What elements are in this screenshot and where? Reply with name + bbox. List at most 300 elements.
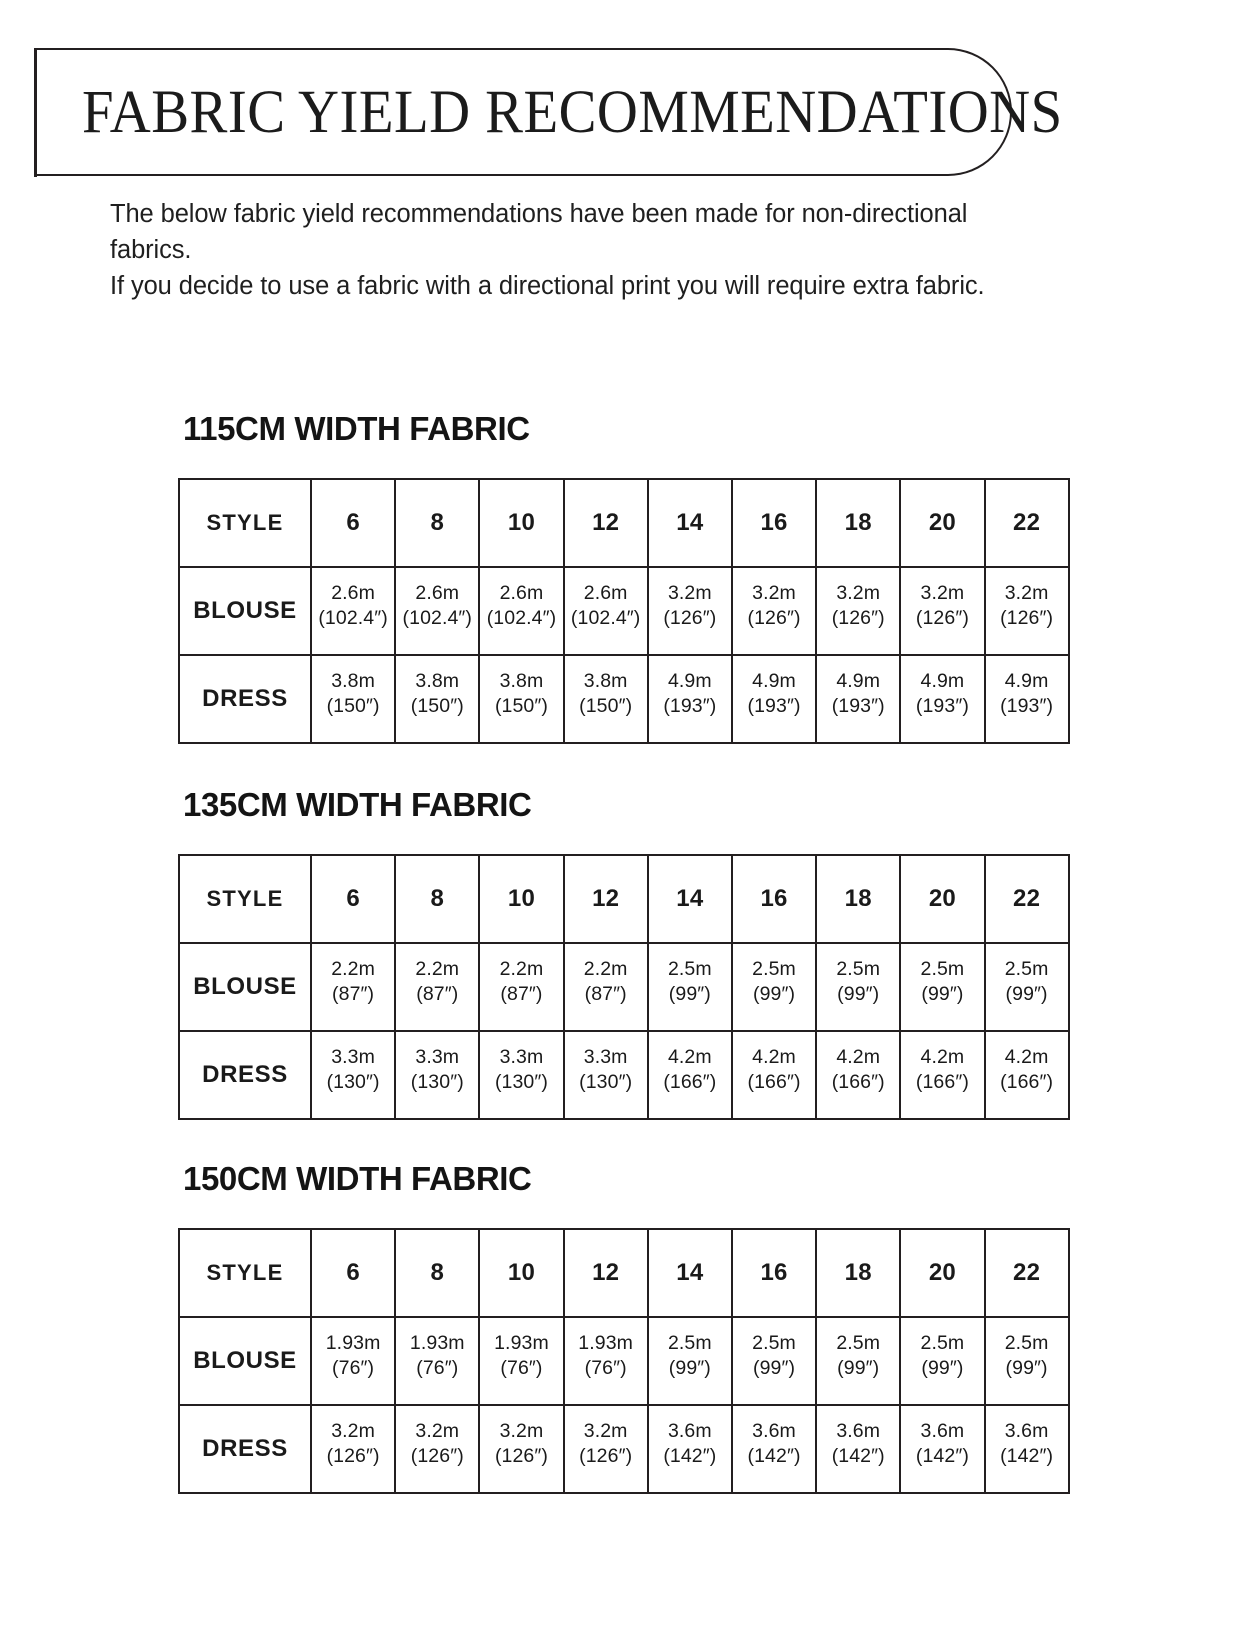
yield-value xyxy=(986,1045,1068,1095)
yield-cell xyxy=(648,1317,732,1405)
size-header-cell xyxy=(732,855,816,943)
yield-value xyxy=(649,581,731,631)
yield-cell xyxy=(479,567,563,655)
size-header-label: 14 xyxy=(676,885,704,912)
yield-cell xyxy=(816,943,900,1031)
yield-metric: 2.5m xyxy=(836,958,881,981)
section-heading: 150CM WIDTH FABRIC xyxy=(183,1160,532,1197)
yield-cell xyxy=(395,567,479,655)
size-header-cell xyxy=(311,855,395,943)
size-header-label: 8 xyxy=(430,1259,445,1286)
yield-imperial: (126″) xyxy=(831,607,885,629)
yield-metric: 2.2m xyxy=(499,958,544,981)
table-header-row xyxy=(179,479,1069,567)
style-header-cell xyxy=(179,479,311,567)
yield-cell xyxy=(564,567,648,655)
size-header-label: 12 xyxy=(592,509,620,536)
yield-imperial: (166″) xyxy=(1000,1071,1054,1093)
table-row xyxy=(179,567,1069,655)
yield-metric: 3.8m xyxy=(499,670,544,693)
intro-line-2: If you decide to use a fabric with a directional print you will require extra fabric. xyxy=(110,272,985,301)
yield-value xyxy=(649,1045,731,1095)
size-header-cell xyxy=(564,479,648,567)
size-header-cell xyxy=(479,479,563,567)
yield-value xyxy=(480,581,562,631)
yield-imperial: (99″) xyxy=(752,983,796,1005)
yield-value xyxy=(649,1331,731,1381)
row-label: BLOUSE xyxy=(193,597,297,624)
yield-value xyxy=(901,1331,983,1381)
yield-value xyxy=(817,669,899,719)
yield-imperial: (126″) xyxy=(663,607,717,629)
yield-metric: 2.2m xyxy=(331,958,375,981)
yield-value xyxy=(396,581,478,631)
yield-cell xyxy=(311,1317,395,1405)
intro-text xyxy=(110,196,1010,305)
size-header-label: 16 xyxy=(760,509,788,536)
yield-value xyxy=(733,1045,815,1095)
fabric-width-section xyxy=(178,1160,1074,1494)
yield-imperial: (193″) xyxy=(1000,695,1054,717)
yield-metric: 2.5m xyxy=(667,1332,712,1355)
yield-value xyxy=(565,1331,647,1381)
yield-metric: 2.6m xyxy=(331,582,375,605)
yield-metric: 3.3m xyxy=(331,1046,375,1069)
yield-cell xyxy=(900,567,984,655)
yield-imperial: (150″) xyxy=(494,695,548,717)
style-header-label: STYLE xyxy=(206,1260,284,1285)
yield-cell xyxy=(900,1031,984,1119)
yield-metric: 3.2m xyxy=(499,1420,544,1443)
style-header-cell xyxy=(179,855,311,943)
yield-imperial: (166″) xyxy=(831,1071,885,1093)
size-header-cell xyxy=(900,855,984,943)
row-label-cell xyxy=(179,1317,311,1405)
yield-metric: 3.2m xyxy=(415,1420,460,1443)
yield-metric: 4.2m xyxy=(1004,1046,1049,1069)
size-header-cell xyxy=(648,855,732,943)
yield-value xyxy=(312,1331,394,1381)
yield-cell xyxy=(648,943,732,1031)
yield-value xyxy=(986,1419,1068,1469)
size-header-cell xyxy=(985,479,1069,567)
row-label-cell xyxy=(179,567,311,655)
yield-imperial: (150″) xyxy=(326,695,380,717)
yield-value xyxy=(565,957,647,1007)
size-header-label: 14 xyxy=(676,1259,704,1286)
yield-value xyxy=(649,669,731,719)
yield-imperial: (87″) xyxy=(584,983,627,1005)
yield-value xyxy=(396,1419,478,1469)
table-header-row xyxy=(179,855,1069,943)
yield-cell xyxy=(816,1031,900,1119)
size-header-label: 6 xyxy=(346,1259,360,1286)
yield-metric: 4.2m xyxy=(667,1046,712,1069)
yield-cell xyxy=(479,655,563,743)
yield-metric: 2.5m xyxy=(920,1332,965,1355)
yield-metric: 1.93m xyxy=(494,1332,549,1355)
yield-value xyxy=(817,1419,899,1469)
yield-metric: 4.2m xyxy=(752,1046,796,1069)
yield-metric: 3.6m xyxy=(752,1420,796,1443)
yield-value xyxy=(396,1331,478,1381)
yield-cell xyxy=(900,1317,984,1405)
size-header-cell xyxy=(395,855,479,943)
yield-metric: 3.6m xyxy=(920,1420,965,1443)
yield-metric: 3.6m xyxy=(836,1420,881,1443)
yield-value xyxy=(565,581,647,631)
yield-cell xyxy=(479,1405,563,1493)
size-header-label: 20 xyxy=(928,509,956,536)
table-row xyxy=(179,1317,1069,1405)
yield-imperial: (130″) xyxy=(410,1071,464,1093)
yield-metric: 3.6m xyxy=(1004,1420,1049,1443)
yield-metric: 3.2m xyxy=(920,582,965,605)
yield-cell xyxy=(395,943,479,1031)
size-header-label: 22 xyxy=(1013,509,1041,536)
yield-value xyxy=(733,669,815,719)
yield-imperial: (99″) xyxy=(668,983,711,1005)
yield-imperial: (99″) xyxy=(1005,1357,1048,1379)
yield-metric: 4.9m xyxy=(752,670,796,693)
size-header-label: 14 xyxy=(676,509,704,536)
yield-cell xyxy=(985,1405,1069,1493)
yield-value xyxy=(480,1419,562,1469)
fabric-width-section xyxy=(178,410,1074,744)
yield-imperial: (166″) xyxy=(915,1071,969,1093)
size-header-cell xyxy=(395,479,479,567)
table-row xyxy=(179,1031,1069,1119)
yield-value xyxy=(480,1045,562,1095)
yield-metric: 2.5m xyxy=(752,1332,796,1355)
yield-imperial: (193″) xyxy=(747,695,801,717)
size-header-cell xyxy=(900,1229,984,1317)
yield-imperial: (87″) xyxy=(416,983,459,1005)
yield-cell xyxy=(816,655,900,743)
yield-cell xyxy=(732,1031,816,1119)
yield-cell xyxy=(816,1405,900,1493)
yield-cell xyxy=(311,567,395,655)
table-row xyxy=(179,943,1069,1031)
yield-metric: 3.8m xyxy=(415,670,460,693)
size-header-label: 8 xyxy=(430,885,445,912)
yield-value xyxy=(733,1419,815,1469)
yield-metric: 3.8m xyxy=(583,670,628,693)
yield-value xyxy=(312,957,394,1007)
yield-imperial: (87″) xyxy=(500,983,543,1005)
yield-metric: 2.5m xyxy=(1004,1332,1049,1355)
yield-value xyxy=(733,581,815,631)
yield-imperial: (126″) xyxy=(747,607,801,629)
yield-metric: 3.2m xyxy=(1004,582,1049,605)
yield-imperial: (142″) xyxy=(747,1445,801,1467)
table-row xyxy=(179,655,1069,743)
yield-cell xyxy=(311,1031,395,1119)
size-header-cell xyxy=(395,1229,479,1317)
style-header-cell xyxy=(179,1229,311,1317)
row-label: BLOUSE xyxy=(193,973,297,1000)
yield-metric: 3.2m xyxy=(331,1420,375,1443)
yield-cell xyxy=(564,1031,648,1119)
row-label: DRESS xyxy=(202,1061,288,1088)
yield-value xyxy=(565,1045,647,1095)
fabric-yield-table xyxy=(178,1228,1070,1494)
yield-imperial: (102.4″) xyxy=(486,607,557,629)
yield-imperial: (99″) xyxy=(837,1357,880,1379)
yield-metric: 2.6m xyxy=(583,582,628,605)
yield-metric: 3.6m xyxy=(667,1420,712,1443)
yield-imperial: (142″) xyxy=(831,1445,885,1467)
yield-cell xyxy=(816,567,900,655)
yield-metric: 2.5m xyxy=(752,958,796,981)
style-header-label: STYLE xyxy=(206,886,284,911)
yield-imperial: (99″) xyxy=(1005,983,1048,1005)
yield-imperial: (99″) xyxy=(921,983,964,1005)
row-label-cell xyxy=(179,943,311,1031)
yield-value xyxy=(312,1045,394,1095)
yield-metric: 2.5m xyxy=(1004,958,1049,981)
size-header-cell xyxy=(732,1229,816,1317)
size-header-label: 10 xyxy=(507,509,536,536)
yield-metric: 3.2m xyxy=(667,582,712,605)
yield-cell xyxy=(732,943,816,1031)
yield-cell xyxy=(564,1317,648,1405)
yield-value xyxy=(480,669,562,719)
row-label: DRESS xyxy=(202,1435,288,1462)
yield-cell xyxy=(311,1405,395,1493)
yield-value xyxy=(817,957,899,1007)
yield-cell xyxy=(395,1317,479,1405)
row-label-cell xyxy=(179,1405,311,1493)
page-title: FABRIC YIELD RECOMMENDATIONS xyxy=(82,78,1063,146)
yield-imperial: (99″) xyxy=(668,1357,711,1379)
yield-value xyxy=(649,1419,731,1469)
size-header-cell xyxy=(479,855,563,943)
size-header-cell xyxy=(564,1229,648,1317)
size-header-label: 22 xyxy=(1013,1259,1041,1286)
size-header-label: 20 xyxy=(928,1259,956,1286)
size-header-cell xyxy=(816,479,900,567)
size-header-cell xyxy=(985,1229,1069,1317)
yield-cell xyxy=(395,1031,479,1119)
size-header-label: 18 xyxy=(844,509,872,536)
size-header-label: 20 xyxy=(928,885,956,912)
yield-value xyxy=(817,1331,899,1381)
yield-imperial: (130″) xyxy=(579,1071,633,1093)
yield-imperial: (76″) xyxy=(332,1357,375,1379)
yield-metric: 2.5m xyxy=(920,958,965,981)
yield-imperial: (87″) xyxy=(332,983,375,1005)
yield-metric: 1.93m xyxy=(325,1332,381,1355)
size-header-cell xyxy=(816,1229,900,1317)
yield-imperial: (193″) xyxy=(831,695,885,717)
yield-metric: 4.9m xyxy=(1004,670,1049,693)
yield-cell xyxy=(395,655,479,743)
size-header-cell xyxy=(816,855,900,943)
yield-metric: 4.2m xyxy=(920,1046,965,1069)
yield-imperial: (102.4″) xyxy=(402,607,473,629)
yield-imperial: (193″) xyxy=(663,695,717,717)
section-heading: 135CM WIDTH FABRIC xyxy=(183,786,532,823)
yield-cell xyxy=(648,1405,732,1493)
section-heading: 115CM WIDTH FABRIC xyxy=(183,410,530,447)
size-header-label: 10 xyxy=(507,885,536,912)
yield-metric: 1.93m xyxy=(409,1332,465,1355)
yield-metric: 3.8m xyxy=(331,670,375,693)
yield-imperial: (130″) xyxy=(326,1071,380,1093)
yield-cell xyxy=(395,1405,479,1493)
yield-cell xyxy=(732,1317,816,1405)
size-header-label: 22 xyxy=(1013,885,1041,912)
yield-metric: 4.9m xyxy=(920,670,965,693)
yield-cell xyxy=(564,655,648,743)
yield-value xyxy=(312,1419,394,1469)
yield-imperial: (126″) xyxy=(579,1445,633,1467)
size-header-label: 18 xyxy=(844,885,872,912)
yield-metric: 4.2m xyxy=(836,1046,881,1069)
yield-imperial: (130″) xyxy=(494,1071,548,1093)
fabric-yield-table xyxy=(178,854,1070,1120)
yield-imperial: (126″) xyxy=(494,1445,548,1467)
size-header-cell xyxy=(985,855,1069,943)
yield-value xyxy=(565,1419,647,1469)
yield-imperial: (76″) xyxy=(416,1357,459,1379)
yield-cell xyxy=(732,567,816,655)
yield-imperial: (150″) xyxy=(410,695,464,717)
yield-metric: 1.93m xyxy=(578,1332,633,1355)
size-header-cell xyxy=(900,479,984,567)
yield-value xyxy=(733,957,815,1007)
size-header-cell xyxy=(648,1229,732,1317)
yield-metric: 3.3m xyxy=(499,1046,544,1069)
yield-cell xyxy=(479,1317,563,1405)
row-label: DRESS xyxy=(202,685,288,712)
yield-value xyxy=(396,957,478,1007)
size-header-label: 6 xyxy=(346,509,360,536)
yield-cell xyxy=(648,655,732,743)
yield-imperial: (99″) xyxy=(752,1357,796,1379)
yield-value xyxy=(901,1045,983,1095)
yield-value xyxy=(986,957,1068,1007)
yield-metric: 2.5m xyxy=(836,1332,881,1355)
yield-value xyxy=(817,581,899,631)
yield-value xyxy=(649,957,731,1007)
style-header-label: STYLE xyxy=(206,510,284,535)
size-header-label: 12 xyxy=(592,885,620,912)
yield-imperial: (142″) xyxy=(1000,1445,1054,1467)
size-header-label: 12 xyxy=(592,1259,620,1286)
yield-value xyxy=(986,581,1068,631)
yield-cell xyxy=(985,943,1069,1031)
size-header-cell xyxy=(732,479,816,567)
yield-value xyxy=(901,1419,983,1469)
yield-value xyxy=(480,1331,562,1381)
yield-cell xyxy=(985,1031,1069,1119)
yield-imperial: (102.4″) xyxy=(570,607,641,629)
yield-imperial: (76″) xyxy=(584,1357,627,1379)
yield-metric: 3.2m xyxy=(836,582,881,605)
yield-metric: 2.2m xyxy=(583,958,628,981)
size-header-cell xyxy=(564,855,648,943)
yield-imperial: (126″) xyxy=(915,607,969,629)
yield-metric: 3.2m xyxy=(583,1420,628,1443)
yield-value xyxy=(901,669,983,719)
yield-imperial: (126″) xyxy=(410,1445,464,1467)
yield-cell xyxy=(985,567,1069,655)
yield-value xyxy=(480,957,562,1007)
yield-value xyxy=(817,1045,899,1095)
yield-cell xyxy=(564,943,648,1031)
yield-value xyxy=(312,581,394,631)
yield-metric: 3.2m xyxy=(752,582,796,605)
yield-value xyxy=(901,581,983,631)
yield-value xyxy=(396,1045,478,1095)
yield-cell xyxy=(564,1405,648,1493)
yield-imperial: (150″) xyxy=(579,695,633,717)
size-header-label: 18 xyxy=(844,1259,872,1286)
yield-cell xyxy=(816,1317,900,1405)
size-header-label: 8 xyxy=(430,509,445,536)
yield-value xyxy=(901,957,983,1007)
yield-metric: 4.9m xyxy=(836,670,881,693)
yield-cell xyxy=(311,655,395,743)
fabric-width-section xyxy=(178,786,1074,1120)
yield-cell xyxy=(479,1031,563,1119)
yield-imperial: (99″) xyxy=(837,983,880,1005)
yield-value xyxy=(986,1331,1068,1381)
size-header-label: 16 xyxy=(760,885,788,912)
yield-cell xyxy=(732,655,816,743)
yield-value xyxy=(733,1331,815,1381)
yield-cell xyxy=(900,655,984,743)
yield-imperial: (76″) xyxy=(500,1357,543,1379)
table-row xyxy=(179,1405,1069,1493)
yield-cell xyxy=(985,655,1069,743)
size-header-label: 10 xyxy=(507,1259,536,1286)
size-header-label: 16 xyxy=(760,1259,788,1286)
yield-cell xyxy=(985,1317,1069,1405)
size-header-cell xyxy=(648,479,732,567)
row-label-cell xyxy=(179,655,311,743)
size-header-cell xyxy=(479,1229,563,1317)
size-header-cell xyxy=(311,479,395,567)
intro-line-1: The below fabric yield recommendations have been made for non-directional fabrics. xyxy=(110,200,968,265)
yield-imperial: (166″) xyxy=(663,1071,717,1093)
yield-imperial: (142″) xyxy=(663,1445,717,1467)
yield-cell xyxy=(648,1031,732,1119)
yield-imperial: (142″) xyxy=(915,1445,969,1467)
yield-metric: 4.9m xyxy=(667,670,712,693)
fabric-yield-table xyxy=(178,478,1070,744)
yield-cell xyxy=(479,943,563,1031)
row-label-cell xyxy=(179,1031,311,1119)
yield-imperial: (102.4″) xyxy=(318,607,388,629)
yield-value xyxy=(396,669,478,719)
size-header-label: 6 xyxy=(346,885,360,912)
yield-imperial: (126″) xyxy=(1000,607,1054,629)
table-header-row xyxy=(179,1229,1069,1317)
yield-metric: 2.5m xyxy=(667,958,712,981)
yield-cell xyxy=(900,1405,984,1493)
size-header-cell xyxy=(311,1229,395,1317)
yield-imperial: (193″) xyxy=(915,695,969,717)
yield-metric: 3.3m xyxy=(583,1046,628,1069)
yield-cell xyxy=(900,943,984,1031)
yield-value xyxy=(986,669,1068,719)
yield-imperial: (166″) xyxy=(747,1071,801,1093)
row-label: BLOUSE xyxy=(193,1347,297,1374)
yield-imperial: (99″) xyxy=(921,1357,964,1379)
